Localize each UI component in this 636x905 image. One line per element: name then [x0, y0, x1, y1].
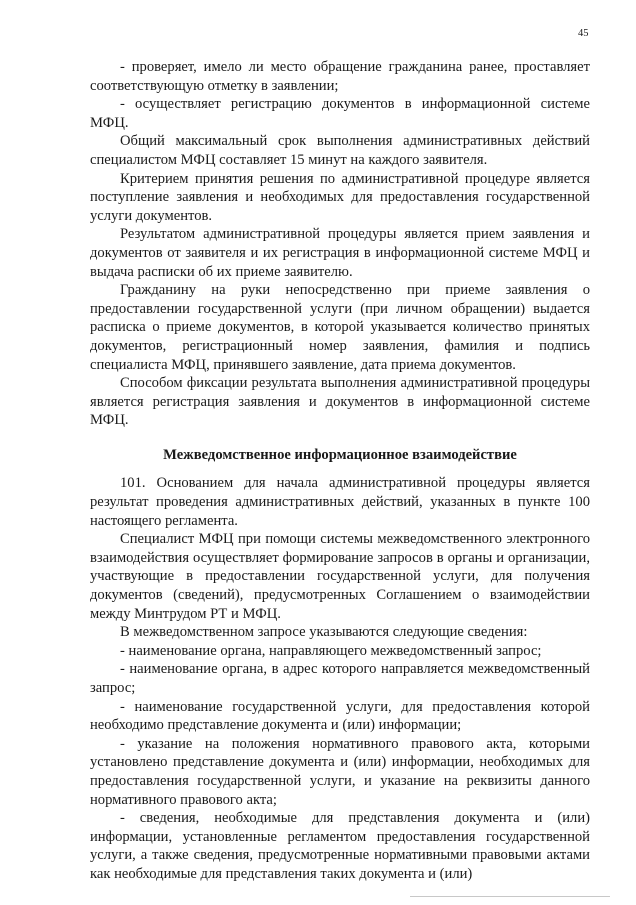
- paragraph: Гражданину на руки непосредственно при приеме заявления о предоставлении государственной услуги (при личном обращении) выдается расписка о приеме документов, в которой указывается количество принятых документов, регистрационный номер заявления, фамилия и подпись специалиста МФЦ, принявшего заявление, дата приема документов.: [90, 282, 590, 373]
- paragraph: 101. Основанием для начала административной процедуры является результат проведения административных действий, указанных в пункте 100 настоящего регламента.: [90, 475, 590, 529]
- page-edge-divider: [410, 896, 610, 897]
- paragraph: - проверяет, имело ли место обращение гражданина ранее, проставляет соответствующую отметку в заявлении;: [90, 59, 590, 94]
- list-item: - наименование органа, направляющего межведомственный запрос;: [120, 642, 542, 659]
- document-body: [90, 58, 590, 884]
- paragraph: - осуществляет регистрацию документов в информационной системе МФЦ.: [90, 96, 590, 131]
- list-item: - указание на положения нормативного правового акта, которыми установлено представление документа и (или) информации, необходимых для предоставления государственной услуги, и указание на реквизиты данного нормативного правового акта;: [90, 735, 590, 808]
- section-heading: Межведомственное информационное взаимодействие: [163, 446, 517, 463]
- paragraph: Результатом административной процедуры является прием заявления и документов от заявителя и их регистрация в информационной системе МФЦ и выдача расписки об их приеме заявителю.: [90, 226, 590, 280]
- page-number: 45: [578, 28, 589, 39]
- paragraph: В межведомственном запросе указываются следующие сведения:: [120, 624, 528, 641]
- list-item: - сведения, необходимые для представления документа и (или) информации, установленные регламентом предоставления государственной услуги, а также сведения, предусмотренные нормативными правовыми актами как необходимые для представления таких документа и (или): [90, 810, 590, 882]
- list-item: - наименование органа, в адрес которого направляется межведомственный запрос;: [90, 661, 590, 696]
- list-item: - наименование государственной услуги, для предоставления которой необходимо представление документа и (или) информации;: [90, 698, 590, 734]
- paragraph: Способом фиксации результата выполнения административной процедуры является регистрация заявления и документов в информационной системе МФЦ.: [90, 375, 590, 429]
- paragraph: Общий максимальный срок выполнения административных действий специалистом МФЦ составляет 15 минут на каждого заявителя.: [90, 133, 590, 168]
- paragraph: Специалист МФЦ при помощи системы межведомственного электронного взаимодействия осуществляет формирование запросов в органы и организации, участвующие в предоставлении государственной услуги, для получения документов (сведений), предусмотренных Соглашением о взаимодействии между Минтрудом РТ и МФЦ.: [90, 531, 590, 622]
- paragraph: Критерием принятия решения по административной процедуре является поступление заявления и необходимых для предоставления государственной услуги документов.: [90, 170, 590, 224]
